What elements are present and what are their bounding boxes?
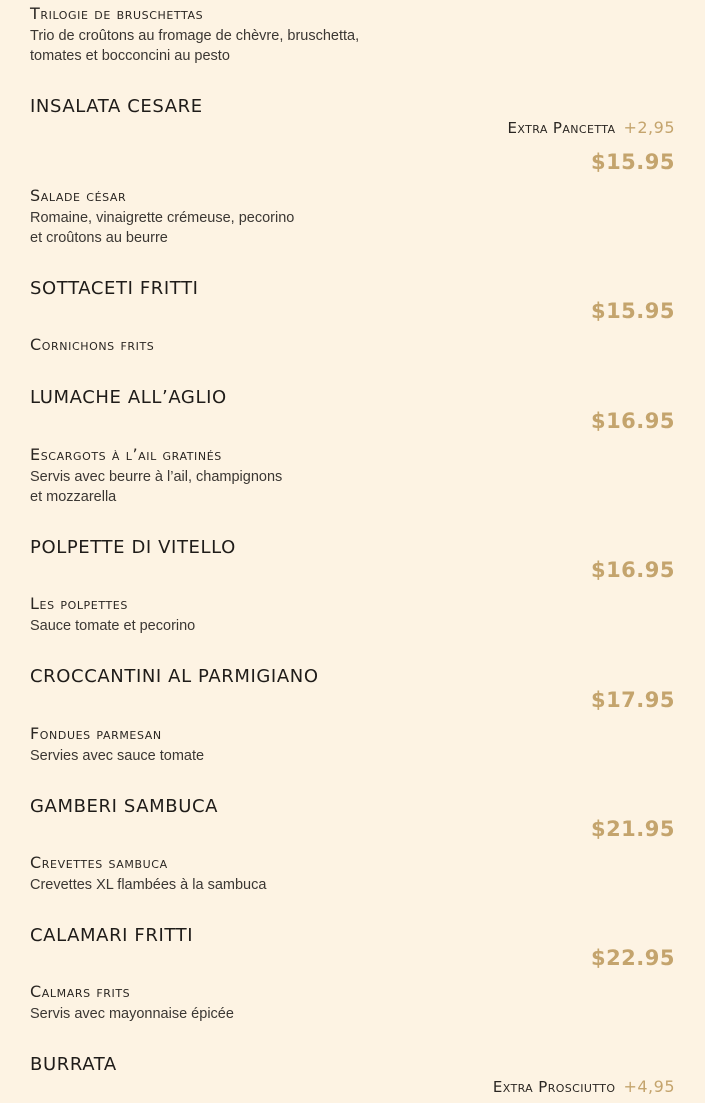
description-line: et croûtons au beurre (30, 230, 168, 246)
menu-item-fr-name: Crevettes sambuca (30, 853, 168, 872)
extra-price: +4,95 (623, 1077, 675, 1096)
menu-item-fr-name: Fondues parmesan (30, 724, 162, 743)
description-line: Servies avec sauce tomate (30, 748, 205, 764)
description-line: Servis avec beurre à l’ail, champignons (30, 469, 283, 485)
menu-item-description (30, 208, 294, 248)
menu-item-title: GAMBERI SAMBUCA (30, 796, 219, 817)
menu-item-title: CROCCANTINI AL PARMIGIANO (30, 666, 319, 687)
menu-item-price: $16.95 (590, 558, 675, 582)
menu-item-fr-name: Cornichons frits (30, 335, 155, 354)
menu-item-description (30, 746, 204, 766)
menu-item-fr-name: Les polpettes (30, 594, 128, 613)
menu-item-fr-name: Calmars frits (30, 982, 131, 1001)
menu-item-description (30, 26, 359, 66)
menu-item-fr-name: Escargots à l’ail gratinés (30, 445, 222, 464)
extra-option (507, 118, 675, 137)
description-line: Trio de croûtons au fromage de chèvre, bruschetta, (30, 28, 360, 44)
extra-label: Extra Prosciutto (492, 1078, 616, 1096)
menu-item-description (30, 467, 282, 507)
description-line: Servis avec mayonnaise épicée (30, 1006, 234, 1022)
menu-item-price: $22.95 (590, 946, 675, 970)
menu-item-title: BURRATA (30, 1054, 117, 1075)
extra-price: +2,95 (623, 118, 675, 137)
description-line: Romaine, vinaigrette crémeuse, pecorino (30, 210, 295, 226)
description-line: Crevettes XL flambées à la sambuca (30, 877, 267, 893)
extra-option (493, 1077, 675, 1096)
menu-item-title: LUMACHE ALL’AGLIO (30, 387, 227, 408)
menu-item-title: POLPETTE DI VITELLO (30, 537, 236, 558)
menu-item-title: CALAMARI FRITTI (30, 925, 194, 946)
menu-item-description (30, 1004, 234, 1024)
menu-item-description (30, 875, 266, 895)
menu-item-price: $16.95 (590, 409, 675, 433)
extra-label: Extra Pancetta (507, 119, 616, 137)
menu-item-description (30, 616, 195, 636)
description-line: et mozzarella (30, 489, 117, 505)
menu-item-price: $15.95 (590, 150, 675, 174)
menu-item-price: $21.95 (590, 817, 675, 841)
menu-item-title: INSALATA CESARE (30, 96, 203, 117)
menu-item-fr-name: Trilogie de bruschettas (30, 4, 204, 23)
description-line: Sauce tomate et pecorino (30, 618, 196, 634)
description-line: tomates et bocconcini au pesto (30, 48, 230, 64)
menu-item-fr-name: Salade césar (30, 186, 127, 205)
menu-item-price: $17.95 (590, 688, 675, 712)
menu-item-title: SOTTACETI FRITTI (30, 278, 199, 299)
menu-item-price: $15.95 (590, 299, 675, 323)
